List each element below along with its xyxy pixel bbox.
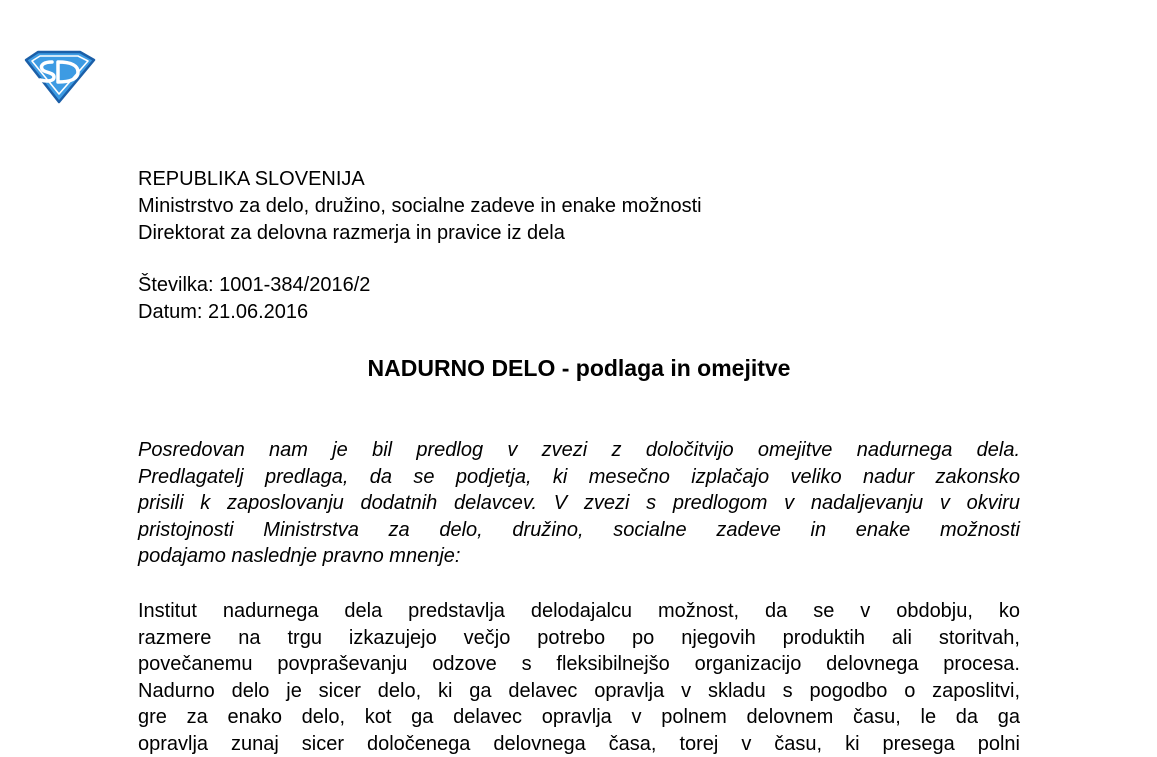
body-line: gre za enako delo, kot ga delavec opravlja v polnem delovnem času, le da ga — [138, 704, 1020, 731]
intro-line: Posredovan nam je bil predlog v zvezi z določitvijo omejitve nadurnega dela. — [138, 437, 1020, 464]
intro-line: Predlagatelj predlaga, da se podjetja, ki mesečno izplačajo veliko nadur zakonsko — [138, 464, 1020, 491]
document-date: Datum: 21.06.2016 — [138, 299, 370, 326]
directorate-name: Direktorat za delovna razmerja in pravice iz dela — [138, 220, 702, 247]
document-meta — [138, 272, 370, 326]
body-line: opravlja zunaj sicer določenega delovnega časa, torej v času, ki presega polni — [138, 731, 1020, 757]
shield-logo-icon — [22, 50, 96, 104]
intro-line: pristojnosti Ministrstva za delo, družino, socialne zadeve in enake možnosti — [138, 517, 1020, 544]
body-line: Nadurno delo je sicer delo, ki ga delavec opravlja v skladu s pogodbo o zaposlitvi, — [138, 678, 1020, 705]
body-line: povečanemu povpraševanju odzove s fleksibilnejšo organizacijo delovnega procesa. — [138, 651, 1020, 678]
document-title: NADURNO DELO - podlaga in omejitve — [138, 353, 1020, 383]
intro-line: podajamo naslednje pravno mnenje: — [138, 543, 1020, 570]
document-number: Številka: 1001-384/2016/2 — [138, 272, 370, 299]
document-header — [138, 166, 702, 247]
body-line: Institut nadurnega dela predstavlja delodajalcu možnost, da se v obdobju, ko — [138, 598, 1020, 625]
intro-line: prisili k zaposlovanju dodatnih delavcev. V zvezi s predlogom v nadaljevanju v okviru — [138, 490, 1020, 517]
organization-logo — [22, 50, 96, 104]
ministry-name: Ministrstvo za delo, družino, socialne zadeve in enake možnosti — [138, 193, 702, 220]
body-line: razmere na trgu izkazujejo večjo potrebo po njegovih produktih ali storitvah, — [138, 625, 1020, 652]
intro-paragraph — [138, 437, 1020, 570]
body-paragraph — [138, 598, 1020, 757]
republic-name: REPUBLIKA SLOVENIJA — [138, 166, 702, 193]
